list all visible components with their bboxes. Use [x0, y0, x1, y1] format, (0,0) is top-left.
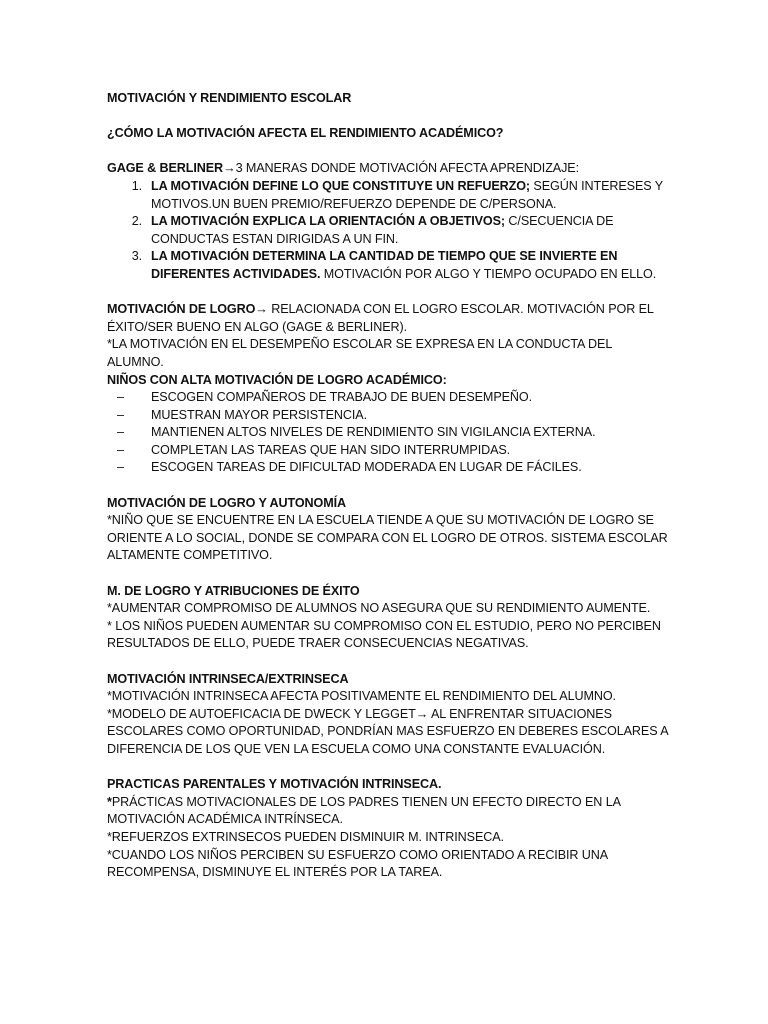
list-item-text — [151, 213, 668, 248]
intrinseca-paragraph: *MOTIVACIÓN INTRINSECA AFECTA POSITIVAMENTE EL RENDIMIENTO DEL ALUMNO. — [107, 689, 616, 704]
spacer — [107, 477, 668, 495]
list-number: 2. — [131, 214, 142, 229]
list-item-text: ESCOGEN COMPAÑEROS DE TRABAJO DE BUEN DESEMPEÑO. — [151, 390, 533, 405]
autonomia-text: *NIÑO QUE SE ENCUENTRE EN LA ESCUELA TIENDE A QUE SU MOTIVACIÓN DE LOGRO SE ORIENTE A LO SOCIAL, DONDE SE COMPARA CON EL LOGRO DE OTROS. SISTEMA ESCOLAR ALTAMENTE COMPETITIVO. — [107, 513, 668, 563]
spacer — [107, 284, 668, 302]
atribuciones-paragraph: *AUMENTAR COMPROMISO DE ALUMNOS NO ASEGURA QUE SU RENDIMIENTO AUMENTE. — [107, 601, 651, 616]
list-item-text: COMPLETAN LAS TAREAS QUE HAN SIDO INTERRUMPIDAS. — [151, 442, 511, 457]
numbered-list-item — [107, 213, 668, 248]
dash-marker: – — [117, 425, 124, 440]
parentales-paragraph: *CUANDO LOS NIÑOS PERCIBEN SU ESFUERZO COMO ORIENTADO A RECIBIR UNA RECOMPENSA, DISMINUYE EL INTERÉS POR LA TAREA. — [107, 847, 608, 880]
asterisk-marker: * — [107, 794, 112, 809]
numbered-list-item — [107, 248, 668, 283]
dash-marker: – — [117, 390, 124, 405]
arrow-icon: → — [255, 302, 268, 317]
list-item-bold-text: LA MOTIVACIÓN EXPLICA LA ORIENTACIÓN A OBJETIVOS; — [151, 214, 506, 229]
parentales-heading: PRACTICAS PARENTALES Y MOTIVACIÓN INTRINSECA. — [107, 777, 442, 792]
intrinseca-heading: MOTIVACIÓN INTRINSECA/EXTRINSECA — [107, 671, 349, 686]
spacer — [107, 759, 668, 777]
logro-text: RELACIONADA CON EL LOGRO ESCOLAR. MOTIVACIÓN POR EL ÉXITO/SER BUENO EN ALGO (GAGE & BERLINER). — [107, 302, 654, 334]
document-title: MOTIVACIÓN Y RENDIMIENTO ESCOLAR — [107, 91, 352, 105]
list-number: 1. — [131, 178, 142, 193]
gage-numbered-list — [107, 178, 668, 284]
dash-marker: – — [117, 442, 124, 457]
intrinseca-paragraph — [107, 706, 668, 759]
dash-list-item — [107, 459, 668, 477]
list-item-text: MANTIENEN ALTOS NIVELES DE RENDIMIENTO SIN VIGILANCIA EXTERNA. — [151, 425, 596, 440]
list-item-rest-text: SEGÚN INTERESES Y MOTIVOS.UN BUEN PREMIO/REFUERZO DEPENDE DE C/PERSONA. — [151, 178, 663, 211]
list-item-bold-text: LA MOTIVACIÓN DETERMINA LA CANTIDAD DE TIEMPO QUE SE INVIERTE EN DIFERENTES ACTIVIDADES. — [151, 249, 618, 281]
list-item-rest-text: MOTIVACIÓN POR ALGO Y TIEMPO OCUPADO EN ELLO. — [320, 266, 657, 281]
atribuciones-paragraph: * LOS NIÑOS PUEDEN AUMENTAR SU COMPROMISO CON EL ESTUDIO, PERO NO PERCIBEN RESULTADOS DE ELLO, PUEDE TRAER CONSECUENCIAS NEGATIVAS. — [107, 618, 661, 651]
atribuciones-heading: M. DE LOGRO Y ATRIBUCIONES DE ÉXITO — [107, 583, 360, 598]
dash-marker: – — [117, 460, 124, 475]
arrow-icon: → — [415, 706, 429, 721]
main-question: ¿CÓMO LA MOTIVACIÓN AFECTA EL RENDIMIENTO ACADÉMICO? — [107, 126, 504, 141]
parentales-text: PRÁCTICAS MOTIVACIONALES DE LOS PADRES TIENEN UN EFECTO DIRECTO EN LA MOTIVACIÓN ACADÉMICA INTRÍNSECA. — [107, 794, 621, 827]
spacer — [107, 653, 668, 671]
gage-berliner-text: 3 MANERAS DONDE MOTIVACIÓN AFECTA APRENDIZAJE: — [235, 161, 579, 176]
dash-list-item — [107, 424, 668, 442]
spacer — [107, 143, 668, 161]
dweck-legget-text: *MODELO DE AUTOEFICACIA DE DWECK Y LEGGET — [107, 706, 416, 721]
dash-list-item — [107, 407, 668, 425]
parentales-paragraph: *REFUERZOS EXTRINSECOS PUEDEN DISMINUIR M. INTRINSECA. — [107, 829, 504, 844]
logro-dash-list — [107, 389, 668, 477]
logro-subheading: NIÑOS CON ALTA MOTIVACIÓN DE LOGRO ACADÉMICO: — [107, 372, 447, 387]
list-item-text: ESCOGEN TAREAS DE DIFICULTAD MODERADA EN LUGAR DE FÁCILES. — [151, 460, 582, 475]
spacer — [107, 108, 668, 126]
list-item-text — [151, 178, 668, 213]
arrow-icon: → — [223, 161, 236, 176]
dash-list-item — [107, 442, 668, 460]
logro-lead — [107, 301, 668, 336]
spacer — [107, 565, 668, 583]
dweck-legget-continuation: AL ENFRENTAR SITUACIONES ESCOLARES COMO OPORTUNIDAD, PONDRÍAN MAS ESFUERZO EN DEBERES ESCOLARES A DIFERENCIA DE LOS QUE VEN LA ESCUELA COMO UNA CONSTANTE EVALUACIÓN. — [107, 706, 668, 756]
list-item-rest-text: C/SECUENCIA DE CONDUCTAS ESTAN DIRIGIDAS A UN FIN. — [151, 214, 614, 246]
list-item-text: MUESTRAN MAYOR PERSISTENCIA. — [151, 407, 367, 422]
logro-label: MOTIVACIÓN DE LOGRO — [107, 302, 256, 317]
logro-note: *LA MOTIVACIÓN EN EL DESEMPEÑO ESCOLAR SE EXPRESA EN LA CONDUCTA DEL ALUMNO. — [107, 337, 612, 369]
dash-list-item — [107, 389, 668, 407]
list-item-bold-text: LA MOTIVACIÓN DEFINE LO QUE CONSTITUYE UN REFUERZO; — [151, 178, 531, 193]
gage-berliner-label: GAGE & BERLINER — [107, 161, 224, 176]
dash-marker: – — [117, 407, 124, 422]
gage-berliner-lead — [107, 160, 668, 178]
list-number: 3. — [131, 249, 142, 264]
numbered-list-item — [107, 178, 668, 213]
list-item-text — [151, 248, 668, 283]
parentales-paragraph — [107, 794, 668, 829]
autonomia-heading: MOTIVACIÓN DE LOGRO Y AUTONOMÍA — [107, 495, 346, 510]
